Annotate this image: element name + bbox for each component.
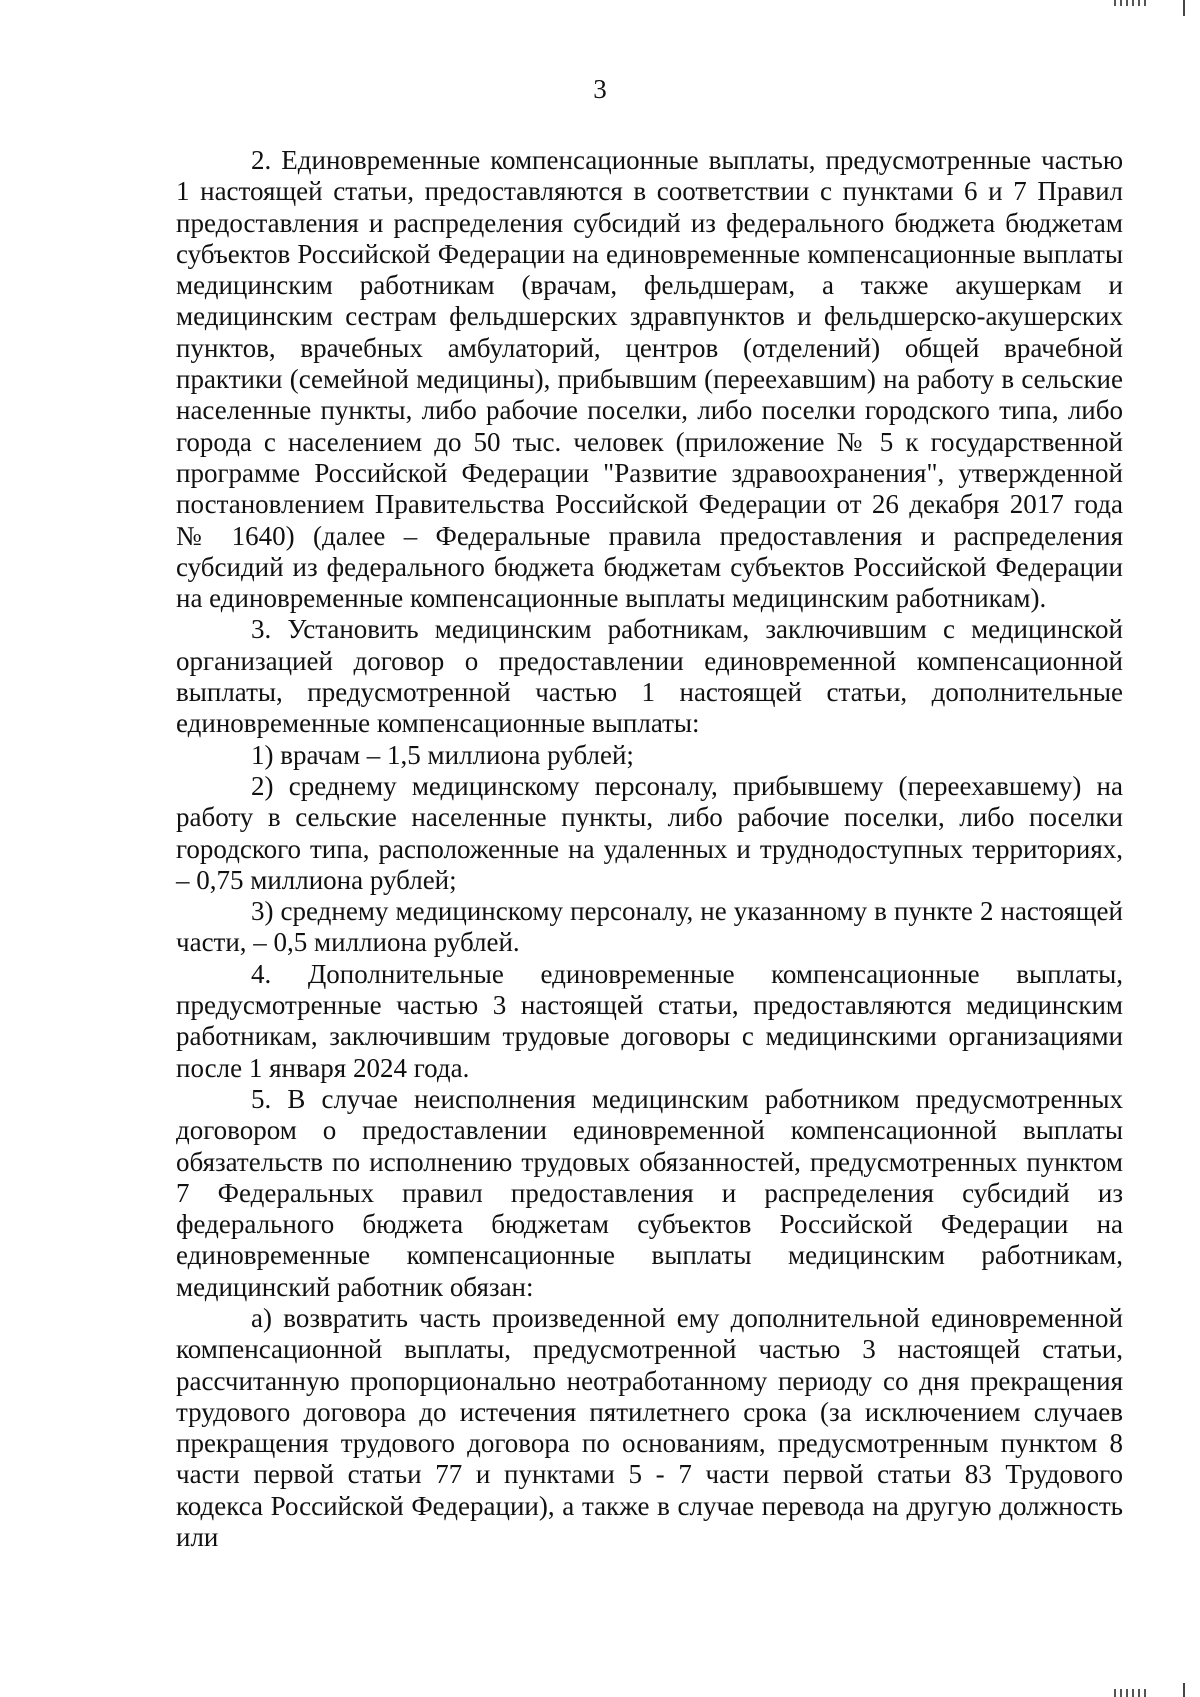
scan-edge-mark-bottom bbox=[1114, 1689, 1150, 1697]
paragraph-part-3-item-2: 2) среднему медицинскому персоналу, прибывшему (переехавшему) на работу в сельские населенные пункты, либо рабочие поселки, либо поселки городского типа, расположенные на удаленных и труднодоступных территориях, – 0,75 миллиона рублей; bbox=[176, 770, 1123, 895]
scan-edge-mark-top bbox=[1114, 0, 1150, 6]
paragraph-part-5: 5. В случае неисполнения медицинским работником предусмотренных договором о предоставлении единовременной компенсационной выплаты обязательств по исполнению трудовых обязанностей, предусмотренных пунктом 7 Федеральных правил предоставления и распределения субсидий из федерального бюджета бюджетам субъектов Российской Федерации на единовременные компенсационные выплаты медицинским работникам, медицинский работник обязан: bbox=[176, 1083, 1123, 1302]
paragraph-part-5-item-a: а) возвратить часть произведенной ему дополнительной единовременной компенсационной выплаты, предусмотренной частью 3 настоящей статьи, рассчитанную пропорционально неотработанному периоду со дня прекращения трудового договора до истечения пятилетнего срока (за исключением случаев прекращения трудового договора по основаниям, предусмотренным пунктом 8 части первой статьи 77 и пунктами 5 - 7 части первой статьи 83 Трудового кодекса Российской Федерации), а также в случае перевода на другую должность или bbox=[176, 1302, 1123, 1553]
paragraph-part-3-item-3: 3) среднему медицинскому персоналу, не указанному в пункте 2 настоящей части, – 0,5 миллиона рублей. bbox=[176, 896, 1123, 958]
paragraph-part-4: 4. Дополнительные единовременные компенсационные выплаты, предусмотренные частью 3 настоящей статьи, предоставляются медицинским работникам, заключившим трудовые договоры с медицинскими организациями после 1 января 2024 года. bbox=[176, 958, 1123, 1083]
paragraph-part-3: 3. Установить медицинским работникам, заключившим с медицинской организацией договор о предоставлении единовременной компенсационной выплаты, предусмотренной частью 1 настоящей статьи, дополнительные единовременные компенсационные выплаты: bbox=[176, 614, 1123, 739]
scan-edge-line-top bbox=[1183, 0, 1185, 16]
page-number: 3 bbox=[593, 74, 607, 104]
scan-edge-line-bottom bbox=[1183, 1683, 1185, 1697]
paragraph-part-3-item-1: 1) врачам – 1,5 миллиона рублей; bbox=[251, 739, 634, 770]
paragraph-part-2: 2. Единовременные компенсационные выплаты, предусмотренные частью 1 настоящей статьи, предоставляются в соответствии с пунктами 6 и 7 Правил предоставления и распределения субсидий из федерального бюджета бюджетам субъектов Российской Федерации на единовременные компенсационные выплаты медицинским работникам (врачам, фельдшерам, а также акушеркам и медицинским сестрам фельдшерских здравпунктов и фельдшерско-акушерских пунктов, врачебных амбулаторий, центров (отделений) общей врачебной практики (семейной медицины), прибывшим (переехавшим) на работу в сельские населенные пункты, либо рабочие поселки, либо поселки городского типа, либо города с населением до 50 тыс. человек (приложение № 5 к государственной программе Российской Федерации "Развитие здравоохранения", утвержденной постановлением Правительства Российской Федерации от 26 декабря 2017 года № 1640) (далее – Федеральные правила предоставления и распределения субсидий из федерального бюджета бюджетам субъектов Российской Федерации на единовременные компенсационные выплаты медицинским работникам). bbox=[176, 145, 1123, 614]
document-body bbox=[176, 145, 1123, 1553]
